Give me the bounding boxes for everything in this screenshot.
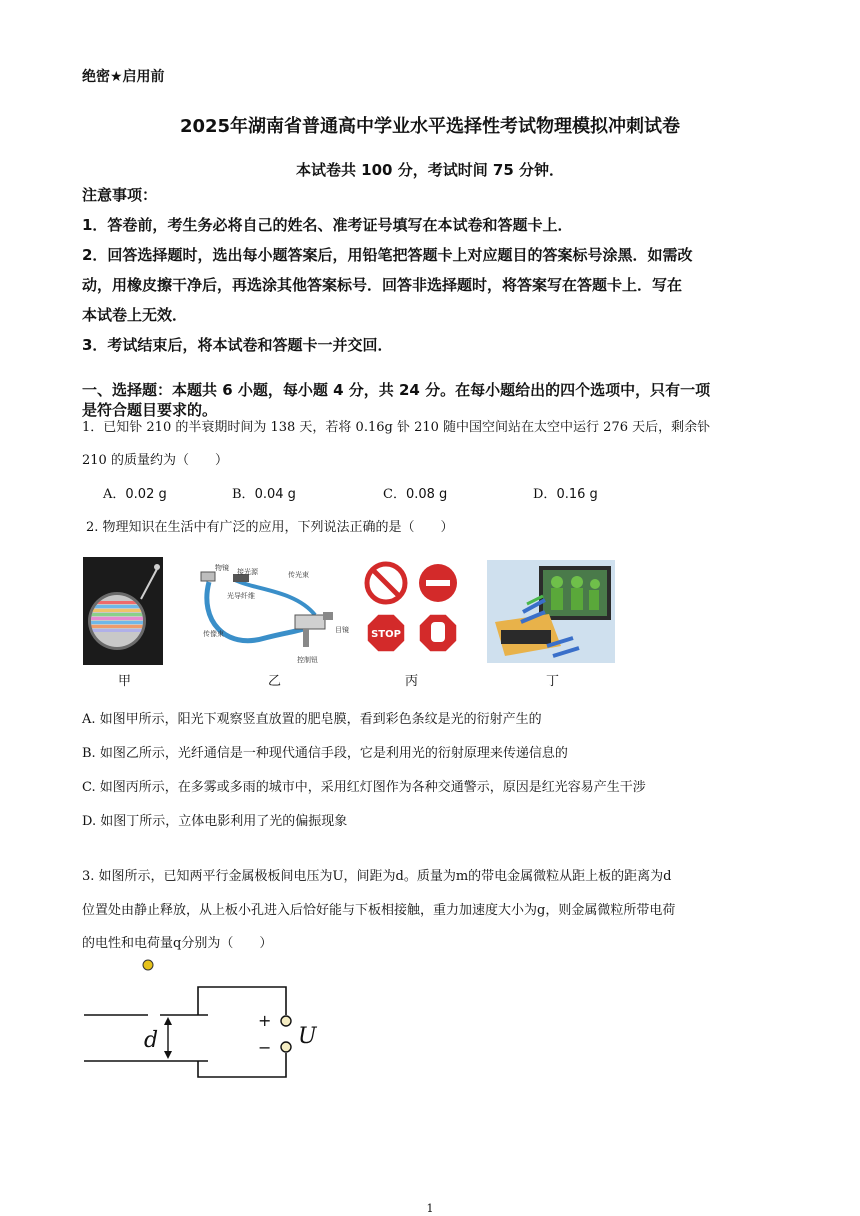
stop-sign-text: STOP: [371, 629, 401, 640]
q2-option-d: D. 如图丁所示，立体电影利用了光的偏振现象: [82, 814, 348, 829]
voltage-label: U: [298, 1024, 317, 1049]
label-eyepiece: 目镜: [335, 626, 349, 634]
q1-option-b: B．0.04 g: [232, 487, 296, 502]
q1-option-d: D．0.16 g: [533, 487, 598, 502]
notes-heading: 注意事项：: [82, 186, 158, 204]
plus-sign: +: [258, 1011, 272, 1030]
metal-particle: [143, 960, 153, 970]
q3-stem-line-1: 3. 如图所示，已知两平行金属极板间电压为U，间距为d。质量为m的带电金属微粒从距上板的距离为d: [82, 869, 672, 884]
capacitor-circuit-diagram: [80, 955, 340, 1085]
label-fiber: 光导纤维: [227, 592, 255, 600]
section-1-heading-line-1: 一、选择题：本题共 6 小题，每小题 4 分，共 24 分。在每小题给出的四个选项中，只有一项: [82, 381, 711, 399]
q3-stem-line-2: 位置处由静止释放，从上板小孔进入后恰好能与下板相接触，重力加速度大小为g，则金属微粒所带电荷: [82, 903, 676, 918]
label-control: 控制钮: [297, 656, 318, 664]
q2-option-b: B. 如图乙所示，光纤通信是一种现代通信手段，它是利用光的衍射原理来传递信息的: [82, 746, 568, 761]
q3-stem-line-3: 的电性和电荷量q分别为（ ）: [82, 936, 273, 951]
label-light-source: 接光源: [237, 568, 258, 576]
exam-info: 本试卷共 100 分，考试时间 75 分钟．: [295, 161, 565, 179]
q1-stem-line-1: 1．已知钋 210 的半衰期时间为 138 天，若将 0.16g 钋 210 随中国空间站在太空中运行 276 天后，剩余钋: [82, 420, 711, 435]
note-2-line-3: 本试卷上无效．: [82, 306, 188, 324]
q2-option-a: A. 如图甲所示，阳光下观察竖直放置的肥皂膜，看到彩色条纹是光的衍射产生的: [82, 712, 542, 727]
q1-stem-line-2: 210 的质量约为（ ）: [82, 453, 228, 468]
page-number: 1: [426, 1202, 434, 1215]
note-2-line-1: 2．回答选择题时，选出每小题答案后，用铅笔把答题卡上对应题目的答案标号涂黑．如需改: [82, 246, 693, 264]
secret-label: 绝密★启用前: [82, 69, 165, 85]
label-image-bundle: 传像束: [203, 630, 224, 638]
soap-film-figure: [83, 557, 163, 665]
optical-fiber-figure: [195, 560, 360, 672]
q2-stem: 2. 物理知识在生活中有广泛的应用，下列说法正确的是（ ）: [86, 520, 454, 535]
distance-label: d: [144, 1028, 159, 1053]
q2-option-c: C. 如图丙所示，在多雾或多雨的城市中，采用红灯图作为各种交通警示，原因是红光容易产生干涉: [82, 780, 646, 795]
3d-movie-figure: [487, 560, 615, 663]
figure-caption-jia: 甲: [118, 674, 132, 689]
label-objective: 物镜: [215, 564, 229, 572]
figure-caption-ding: 丁: [546, 674, 560, 689]
traffic-signs-figure: [364, 560, 464, 658]
section-1-heading-line-2: 是符合题目要求的。: [82, 401, 218, 419]
note-1: 1．答卷前，考生务必将自己的姓名、准考证号填写在本试卷和答题卡上．: [82, 216, 573, 234]
page-title: 2025年湖南省普通高中学业水平选择性考试物理模拟冲刺试卷: [179, 116, 681, 137]
q1-option-a: A．0.02 g: [103, 487, 167, 502]
figure-caption-bing: 丙: [405, 674, 419, 689]
minus-sign: −: [258, 1038, 272, 1057]
note-2-line-2: 动，用橡皮擦干净后，再选涂其他答案标号．回答非选择题时，将答案写在答题卡上．写在: [82, 276, 683, 294]
figure-caption-yi: 乙: [268, 674, 282, 689]
label-light-bundle: 传光束: [288, 571, 309, 579]
q1-option-c: C．0.08 g: [383, 487, 448, 502]
note-3: 3．考试结束后，将本试卷和答题卡一并交回．: [82, 336, 393, 354]
